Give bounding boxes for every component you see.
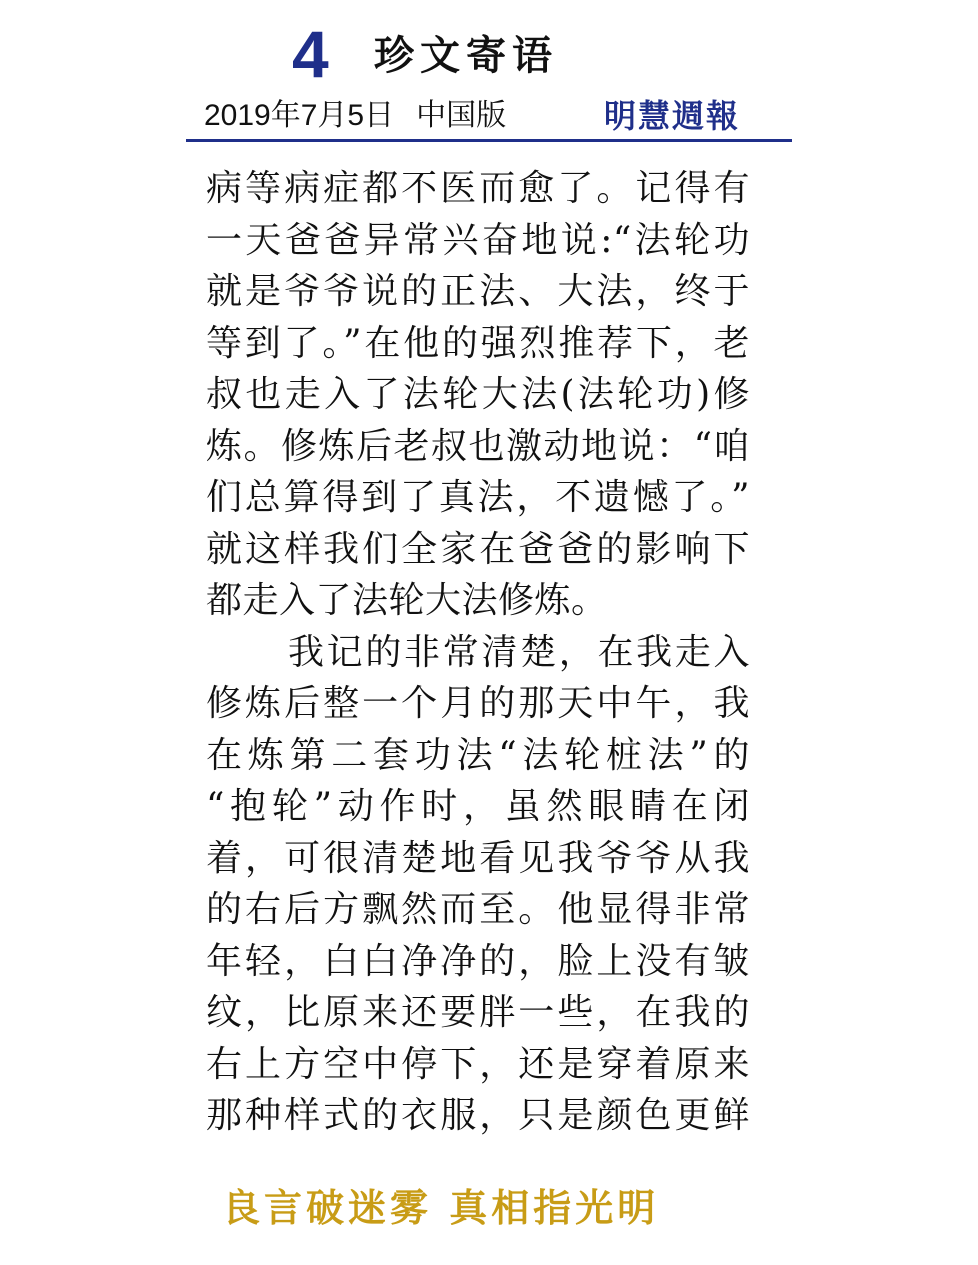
article-line: 就是爷爷说的正法、大法，终于 xyxy=(206,271,750,312)
article-body xyxy=(206,163,750,1142)
article-line: 等到了。”在他的强烈推荐下，老 xyxy=(206,322,750,364)
article-line: 着，可很清楚地看见我爷爷从我 xyxy=(206,837,750,879)
article-line: “抱轮”动作时，虽然眼睛在闭 xyxy=(206,786,750,827)
masthead-logo: 明慧週報 xyxy=(604,97,741,135)
article-line: 那种样式的衣服，只是颜色更鲜 xyxy=(206,1095,750,1136)
article-line: 在炼第二套功法“法轮桩法”的 xyxy=(206,734,750,776)
article-line: 就这样我们全家在爸爸的影响下 xyxy=(206,528,750,570)
article-line: 的右后方飘然而至。他显得非常 xyxy=(206,889,750,930)
article-line: 都走入了法轮大法修炼。 xyxy=(206,580,608,621)
issue-date: 2019年7月5日 xyxy=(204,99,395,132)
article-line: 一天爸爸异常兴奋地说:“法轮功 xyxy=(206,219,750,261)
article-line: 们总算得到了真法，不遗憾了。” xyxy=(206,477,750,518)
article-line: 年轻，白白净净的，脸上没有皱 xyxy=(206,940,750,982)
edition-label: 中国版 xyxy=(416,99,507,132)
footer-slogan: 良言破迷雾 真相指光明 xyxy=(222,1185,660,1230)
dateline xyxy=(204,96,506,136)
article-line: 修炼后整一个月的那天中午，我 xyxy=(206,683,750,724)
article-line: 炼。修炼后老叔也激动地说：“咱 xyxy=(206,425,750,467)
article-line: 右上方空中停下，还是穿着原来 xyxy=(206,1043,750,1085)
article-line: 病等病症都不医而愈了。记得有 xyxy=(206,168,750,209)
article-line: 叔也走入了法轮大法(法轮功)修 xyxy=(206,374,750,415)
page-number: 4 xyxy=(292,17,329,91)
paragraph-start-line: 我记的非常清楚，在我走入 xyxy=(288,631,750,673)
article-line: 纹，比原来还要胖一些，在我的 xyxy=(206,992,750,1033)
section-title: 珍文寄语 xyxy=(374,33,558,79)
header-divider xyxy=(186,139,792,142)
